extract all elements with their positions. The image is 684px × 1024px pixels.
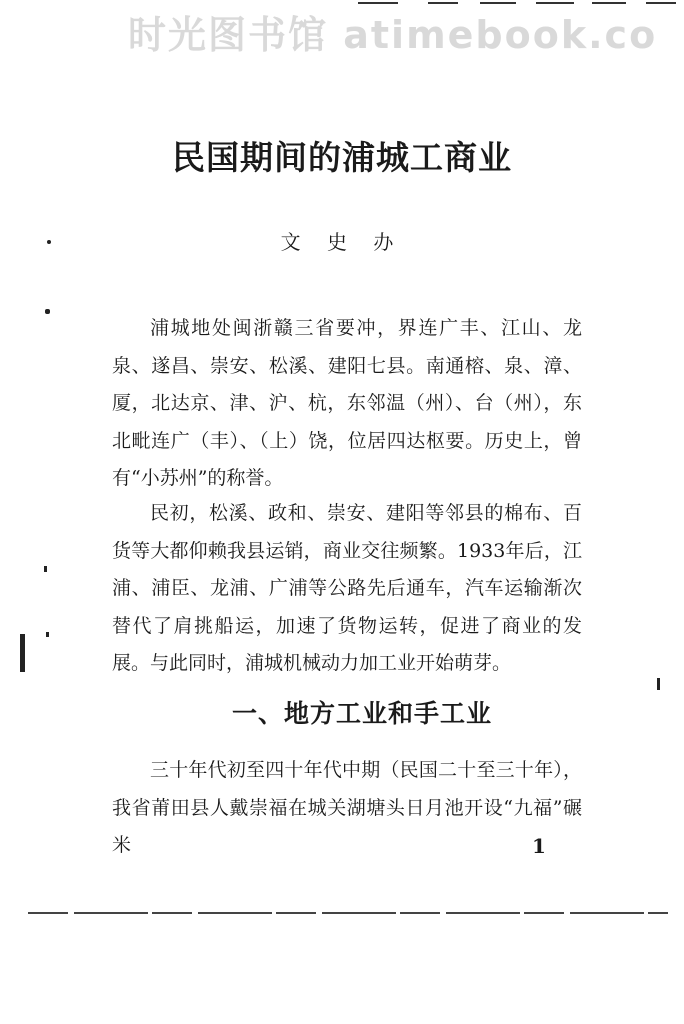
margin-speck — [44, 566, 47, 572]
section-paragraph-1: 三十年代初至四十年代中期（民国二十至三十年），我省莆田县人戴崇福在城关湖塘头日月池开设“九福”碾米 — [112, 759, 582, 856]
paragraph-1: 浦城地处闽浙赣三省要冲，界连广丰、江山、龙泉、遂昌、崇安、松溪、建阳七县。南通榕、泉、漳、厦，北达京、津、沪、杭，东邻温（州）、台（州），东北毗连广（丰）、（上）饶，位居四达枢要。历史上，曾有“小苏州”的称誉。 — [112, 317, 582, 489]
article-author: 文 史 办 — [280, 230, 404, 254]
margin-speck — [47, 240, 51, 244]
top-edge-marks — [340, 0, 684, 10]
margin-speck — [45, 309, 50, 314]
section-heading: 一、地方工业和手工业 — [231, 699, 492, 728]
article-title: 民国期间的浦城工商业 — [172, 138, 512, 177]
watermark-text: 时光图书馆 atimebook.co — [128, 13, 658, 57]
binding-mark — [20, 634, 25, 672]
bottom-rule — [28, 912, 668, 914]
margin-speck — [657, 678, 660, 690]
paragraph-2: 民初，松溪、政和、崇安、建阳等邻县的棉布、百货等大都仰赖我县运销，商业交往频繁。1933年后，江浦、浦臣、龙浦、广浦等公路先后通车，汽车运输渐次替代了肩挑船运，加速了货物运转，促进了商业的发展。与此同时，浦城机械动力加工业开始萌芽。 — [112, 502, 582, 674]
page-number: 1 — [532, 834, 546, 858]
margin-speck — [46, 632, 49, 637]
